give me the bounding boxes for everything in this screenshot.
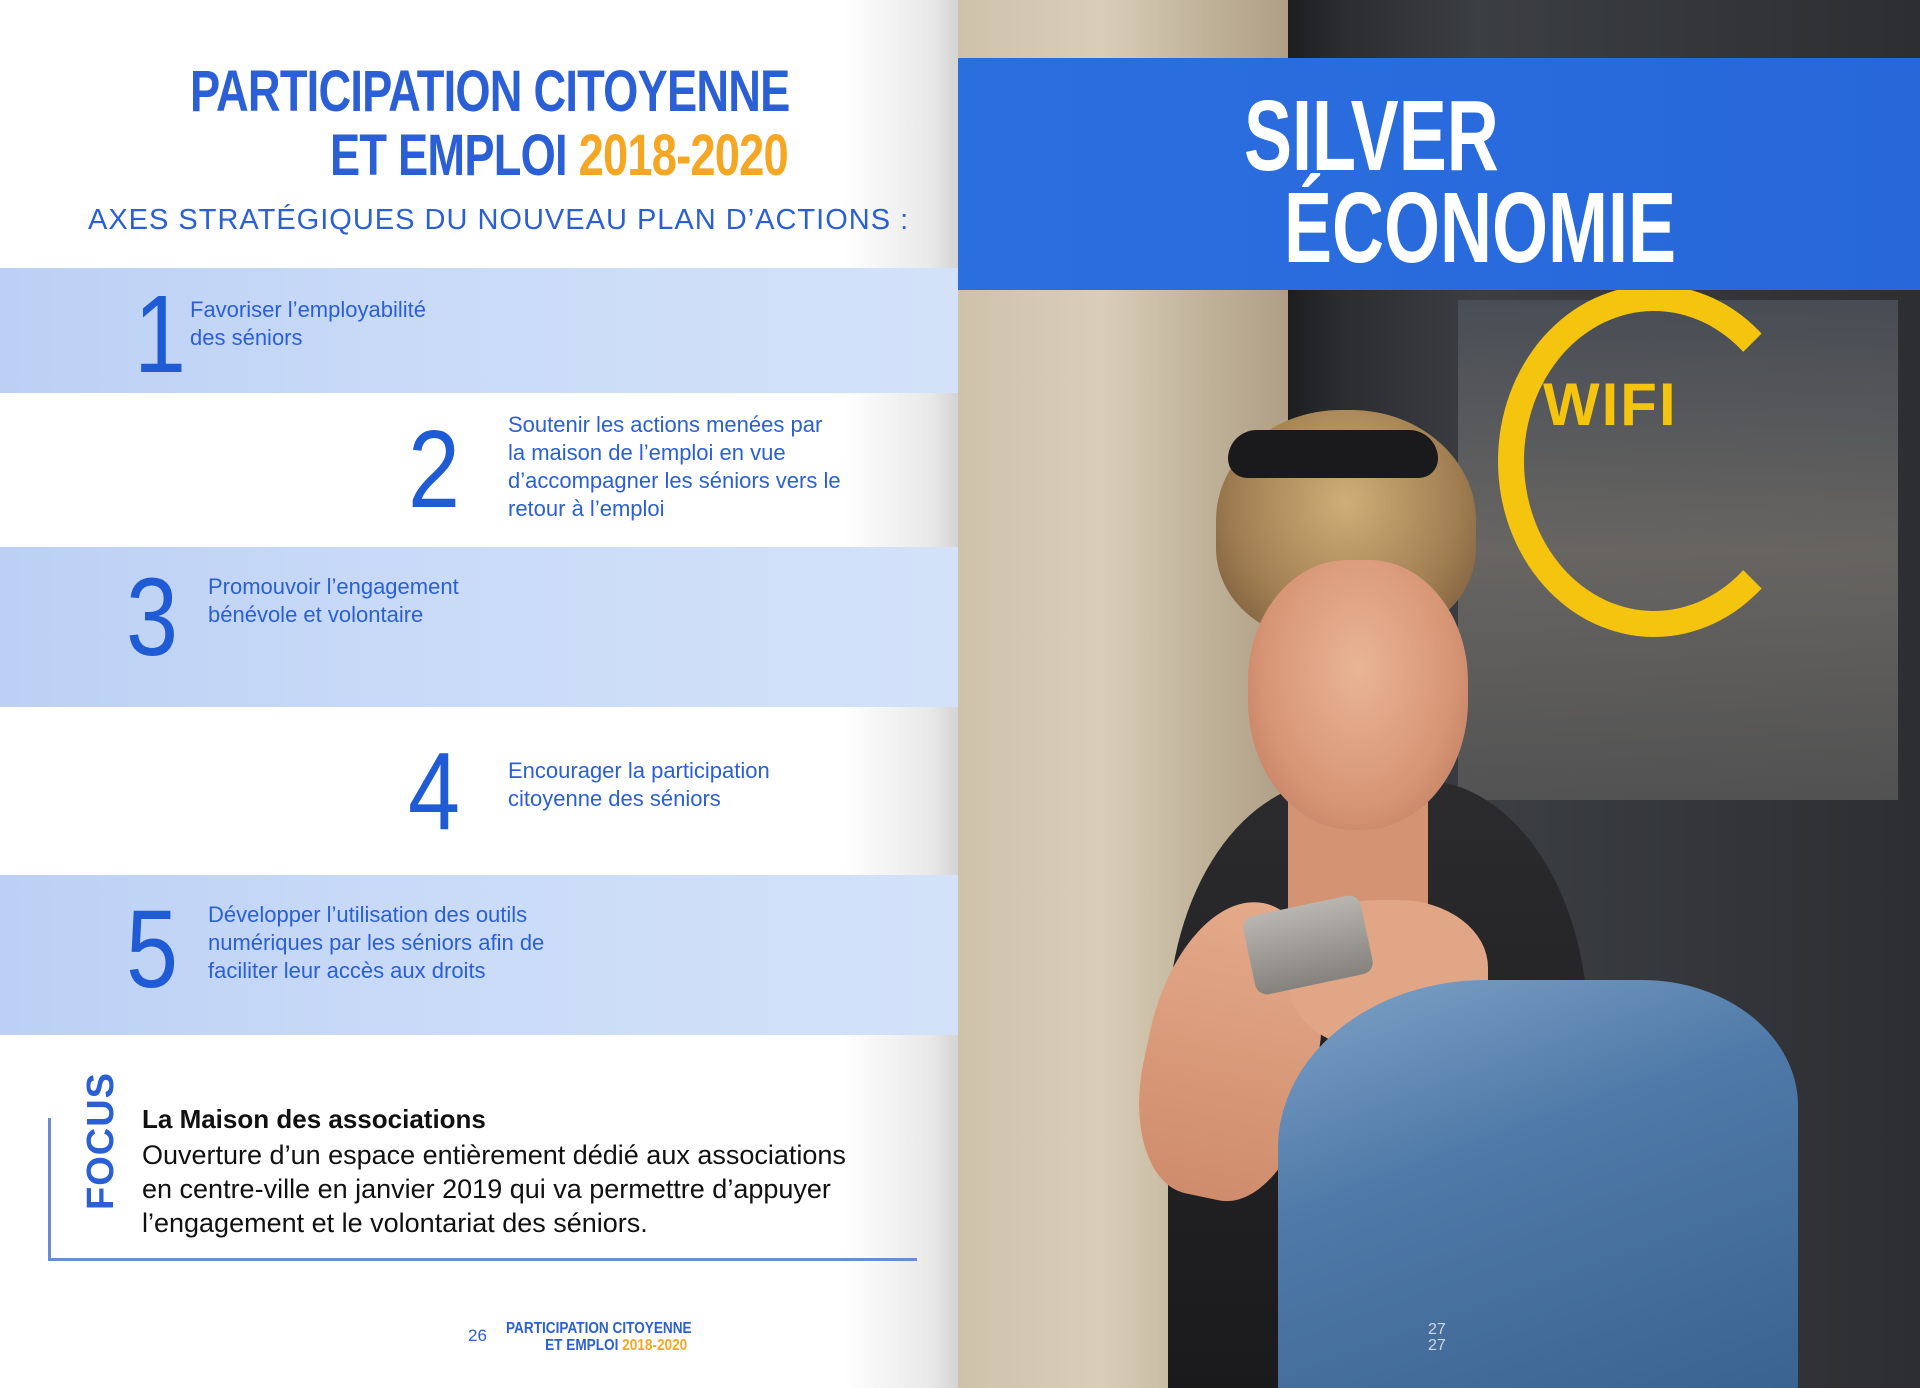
left-page <box>0 0 958 1388</box>
focus-body-line-1: Ouverture d’un espace entièrement dédié aux associations <box>142 1140 846 1170</box>
axis-band-4 <box>0 707 958 875</box>
focus-title: La Maison des associations <box>142 1104 486 1134</box>
footer-title-line-2-prefix: ET EMPLOI <box>545 1337 623 1354</box>
footer-title <box>506 1320 692 1354</box>
focus-body-line-3: l’engagement et le volontariat des séniors. <box>142 1208 648 1238</box>
axis-4-line-2: citoyenne des séniors <box>508 786 721 811</box>
axis-5-line-2: numériques par les séniors afin de <box>208 930 545 955</box>
axis-3-line-2: bénévole et volontaire <box>208 602 424 627</box>
footer-title-years: 2018-2020 <box>622 1337 688 1354</box>
axis-text-4 <box>508 757 770 813</box>
axis-1-line-2: des séniors <box>190 325 303 350</box>
wifi-sign-text: WIFI <box>1543 371 1678 438</box>
denim-jacket <box>1278 980 1798 1388</box>
focus-body-line-2: en centre-ville en janvier 2019 qui va permettre d’appuyer <box>142 1174 831 1204</box>
axis-2-line-3: d’accompagner les séniors vers le <box>508 468 841 493</box>
axis-number-3: 3 <box>126 556 179 679</box>
axis-5-line-1: Développer l’utilisation des outils <box>208 902 528 927</box>
page-number-right-a: 27 <box>1428 1321 1446 1338</box>
axis-2-line-1: Soutenir les actions menées par <box>508 412 823 437</box>
axis-text-1 <box>190 296 426 352</box>
axis-4-line-1: Encourager la participation <box>508 758 770 783</box>
focus-label: FOCUS <box>80 1072 122 1210</box>
axis-band-5 <box>0 875 958 1035</box>
axis-3-line-1: Promouvoir l’engagement <box>208 574 459 599</box>
axis-number-2: 2 <box>408 408 461 531</box>
title-line-1: PARTICIPATION CITOYENNE <box>190 59 790 124</box>
section-banner <box>958 58 1920 290</box>
title-line-2-prefix: ET EMPLOI <box>330 123 579 188</box>
subtitle: AXES STRATÉGIQUES DU NOUVEAU PLAN D’ACTIONS : <box>88 204 910 236</box>
axis-band-3 <box>0 547 958 707</box>
page-number-left: 26 <box>468 1326 487 1345</box>
person-face <box>1248 560 1468 830</box>
sunglasses <box>1228 430 1438 478</box>
banner-title-line-2: ÉCONOMIE <box>1284 172 1677 284</box>
axis-text-2 <box>508 411 841 523</box>
axis-band-1 <box>0 268 958 396</box>
axis-1-line-1: Favoriser l’employabilité <box>190 297 426 322</box>
axis-2-line-4: retour à l’emploi <box>508 496 665 521</box>
axis-text-5 <box>208 901 544 985</box>
page-title <box>190 60 890 188</box>
page-number-right-b: 27 <box>1428 1337 1446 1354</box>
focus-body <box>142 1138 912 1240</box>
title-line-2 <box>330 123 788 188</box>
footer-title-line-1: PARTICIPATION CITOYENNE <box>506 1320 692 1337</box>
axis-number-1: 1 <box>134 273 187 396</box>
axis-number-5: 5 <box>126 888 179 1011</box>
axis-2-line-2: la maison de l’emploi en vue <box>508 440 786 465</box>
wifi-sign-icon <box>1498 285 1810 637</box>
right-page-photo <box>958 0 1920 1388</box>
axis-5-line-3: faciliter leur accès aux droits <box>208 958 486 983</box>
axis-number-4: 4 <box>408 730 461 853</box>
page-number-right <box>1428 1322 1446 1354</box>
footer-title-line-2 <box>545 1337 692 1354</box>
axis-band-2 <box>0 393 958 547</box>
title-years: 2018-2020 <box>578 123 788 188</box>
axis-text-3 <box>208 573 459 629</box>
banner-title-line-1: SILVER <box>1244 80 1499 192</box>
